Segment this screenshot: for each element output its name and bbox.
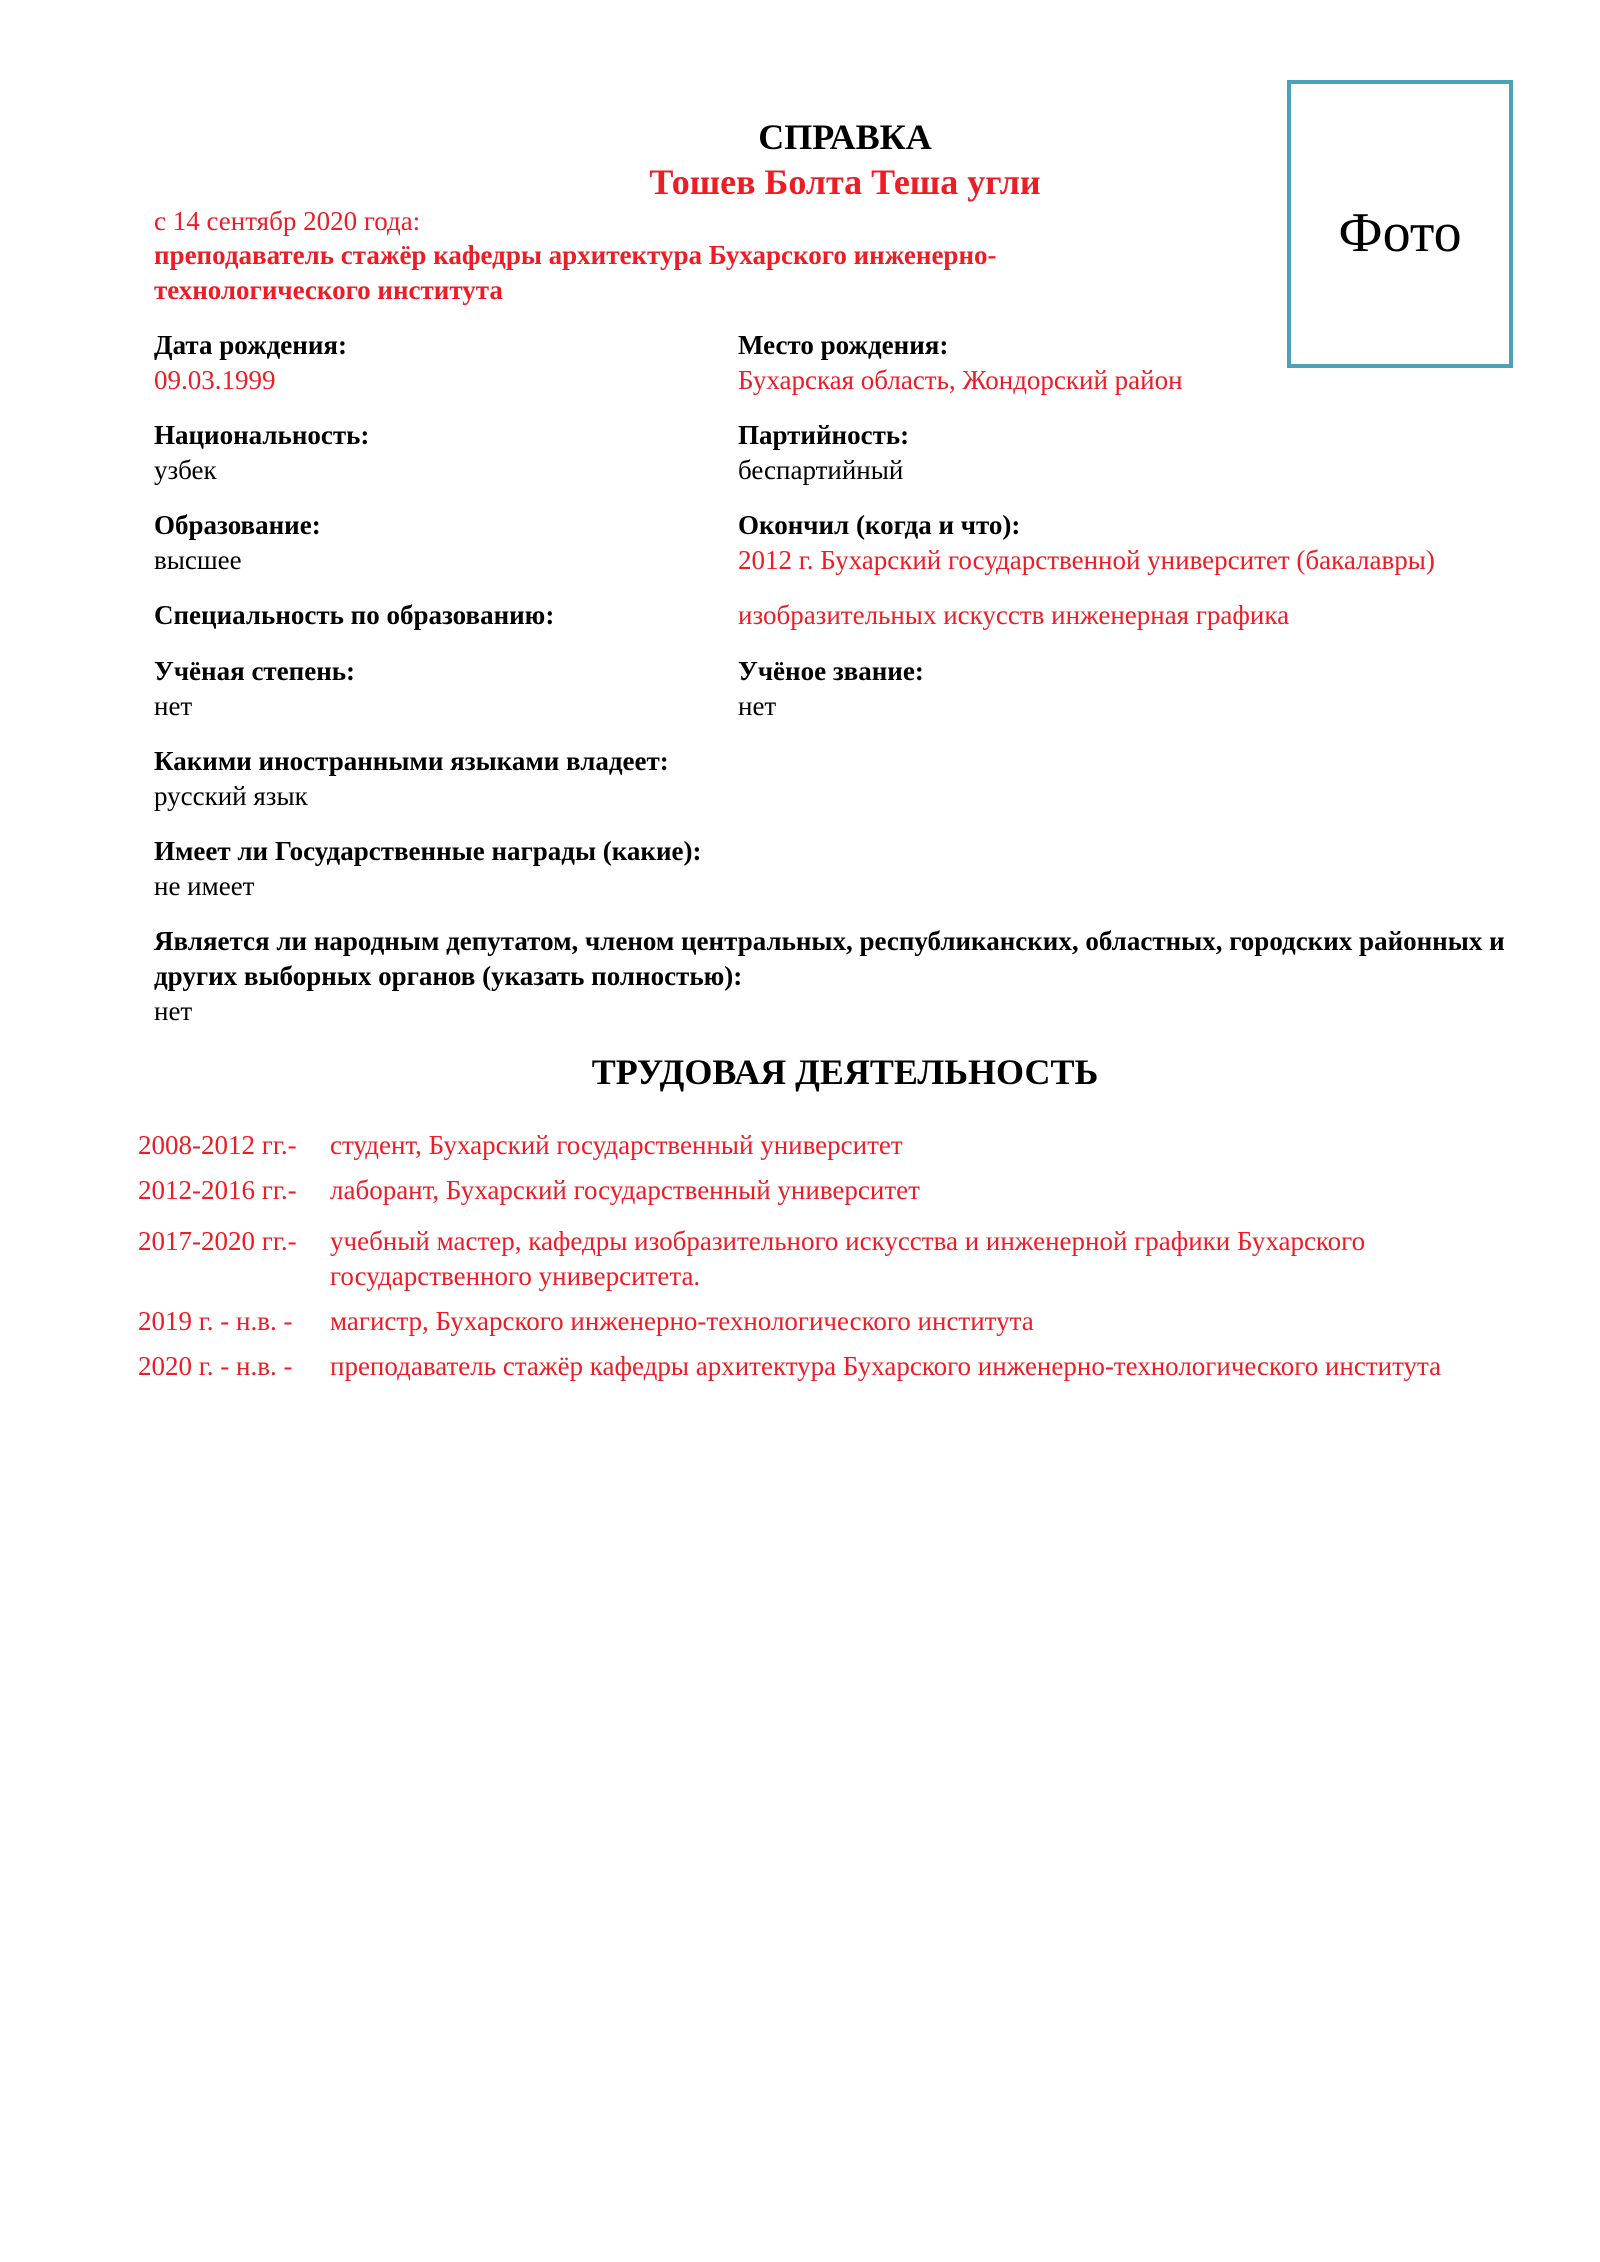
work-row (138, 1128, 1518, 1163)
field-label: Дата рождения: (154, 330, 347, 360)
work-period: 2008-2012 гг.- (138, 1130, 297, 1160)
field-label: Национальность: (154, 420, 370, 450)
field-value: высшее (154, 545, 242, 575)
photo-placeholder (1287, 80, 1513, 368)
work-row (138, 1173, 1518, 1208)
work-description: магистр, Бухарского инженерно-технологического института (330, 1306, 1034, 1336)
field-degree (154, 654, 355, 724)
field-label: Специальность по образованию: (154, 600, 555, 630)
field-label: Партийность: (738, 420, 910, 450)
field-label: Учёная степень: (154, 656, 356, 686)
field-specialty-value (738, 598, 1289, 633)
field-deputy (154, 924, 1514, 1029)
work-period: 2017-2020 гг.- (138, 1226, 297, 1256)
field-label: Окончил (когда и что): (738, 510, 1021, 540)
field-label: Имеет ли Государственные награды (какие): (154, 836, 702, 866)
field-languages (154, 744, 669, 814)
field-value: 2012 г. Бухарский государственной университет (бакалавры) (738, 545, 1435, 575)
field-label: Какими иностранными языками владеет: (154, 746, 669, 776)
field-awards (154, 834, 702, 904)
field-value: изобразительных искусств инженерная графика (738, 600, 1290, 630)
work-description: преподаватель стажёр кафедры архитектура Бухарского инженерно-технологического института (330, 1351, 1442, 1381)
field-label: Место рождения: (738, 330, 949, 360)
work-row (138, 1224, 1518, 1294)
field-birth-place (738, 328, 1183, 398)
work-period: 2020 г. - н.в. - (138, 1351, 293, 1381)
current-position: преподаватель стажёр кафедры архитектура Бухарского инженерно-технологического института (154, 240, 997, 305)
field-nationality (154, 418, 369, 488)
work-period: 2019 г. - н.в. - (138, 1306, 293, 1336)
field-value: беспартийный (738, 455, 904, 485)
field-value: русский язык (154, 781, 308, 811)
field-rank (738, 654, 924, 724)
field-label: Образование: (154, 510, 321, 540)
work-description: лаборант, Бухарский государственный университет (330, 1175, 920, 1205)
document-title: СПРАВКА (758, 117, 932, 157)
work-row (138, 1349, 1518, 1384)
field-label: Является ли народным депутатом, членом центральных, республиканских, областных, городских районных и других выборных органов (указать полностью): (154, 926, 1505, 991)
field-specialty-label (154, 598, 554, 633)
field-label: Учёное звание: (738, 656, 924, 686)
field-value: нет (154, 996, 193, 1026)
work-description: студент, Бухарский государственный университет (330, 1130, 903, 1160)
field-party (738, 418, 909, 488)
field-value: нет (154, 691, 193, 721)
field-value: узбек (154, 455, 217, 485)
field-value: нет (738, 691, 777, 721)
field-education (154, 508, 321, 578)
field-value: 09.03.1999 (154, 365, 276, 395)
photo-label: Фото (1338, 202, 1462, 264)
position-since: с 14 сентябр 2020 года: (154, 206, 421, 236)
work-period: 2012-2016 гг.- (138, 1175, 297, 1205)
person-name: Тошев Болта Теша угли (649, 162, 1041, 202)
field-graduated (738, 508, 1558, 578)
field-value: не имеет (154, 871, 255, 901)
field-birth-date (154, 328, 347, 398)
work-row (138, 1304, 1518, 1339)
work-section-title: ТРУДОВАЯ ДЕЯТЕЛЬНОСТЬ (591, 1052, 1099, 1092)
field-value: Бухарская область, Жондорский район (738, 365, 1183, 395)
work-description: учебный мастер, кафедры изобразительного искусства и инженерной графики Бухарского государственного университета. (330, 1226, 1366, 1291)
